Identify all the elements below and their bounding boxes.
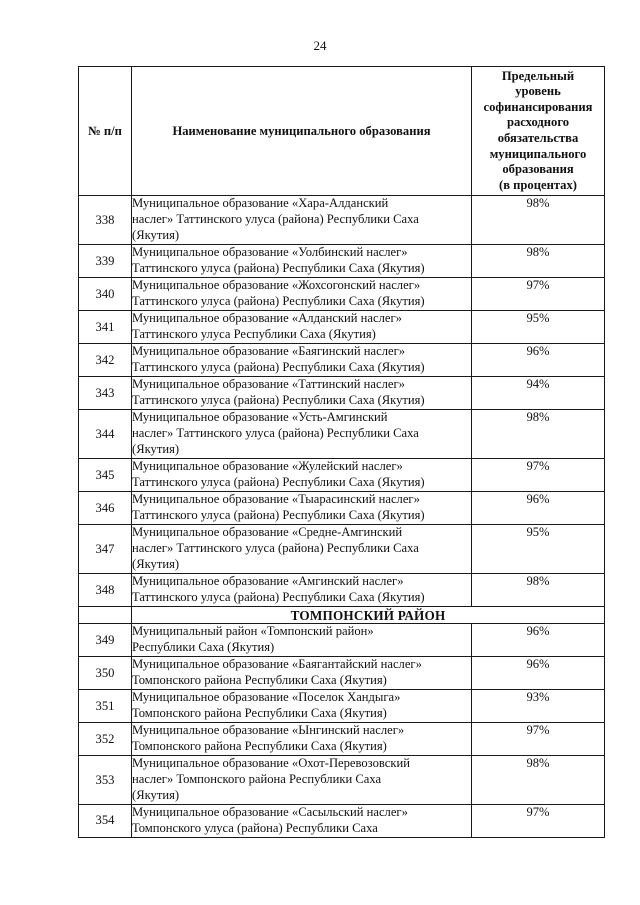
row-number: 348 — [79, 574, 132, 607]
municipality-name-line: Томпонского района Республики Саха (Якутия) — [132, 672, 387, 687]
cofinancing-percent: 96% — [472, 344, 605, 377]
row-number: 346 — [79, 492, 132, 525]
municipality-name-line: наслег» Таттинского улуса (района) Республики Саха — [132, 540, 419, 555]
header-percent — [472, 67, 605, 196]
cofinancing-percent: 96% — [472, 624, 605, 657]
municipality-name-line: Муниципальное образование «Таттинский наслег» — [132, 377, 405, 391]
municipality-name-line: наслег» Таттинского улуса (района) Республики Саха — [132, 425, 419, 440]
municipality-name — [132, 344, 472, 377]
municipality-name — [132, 805, 472, 838]
row-number: 339 — [79, 245, 132, 278]
cofinancing-percent: 95% — [472, 525, 605, 574]
cofinancing-percent: 97% — [472, 459, 605, 492]
header-percent-line: уровень — [515, 84, 561, 99]
municipality-name-line: (Якутия) — [132, 556, 180, 571]
municipality-name — [132, 245, 472, 278]
municipality-name — [132, 377, 472, 410]
municipality-name-line: Муниципальное образование «Баягинский наслег» — [132, 344, 406, 358]
header-percent-line: Предельный — [501, 68, 575, 83]
table-row — [79, 525, 605, 574]
cofinancing-percent: 93% — [472, 690, 605, 723]
municipality-name-line: Муниципальное образование «Жулейский наслег» — [132, 459, 403, 473]
header-percent-line: софинансирования — [483, 99, 593, 114]
municipality-name-line: Муниципальное образование «Хара-Алданский — [132, 196, 389, 210]
municipality-name-line: (Якутия) — [132, 227, 180, 242]
municipal-table — [78, 66, 605, 838]
municipality-name-line: Томпонского района Республики Саха (Якутия) — [132, 705, 387, 720]
table-row — [79, 377, 605, 410]
municipality-name-line: Муниципальное образование «Тыарасинский наслег» — [132, 492, 420, 506]
municipality-name — [132, 525, 472, 574]
header-name: Наименование муниципального образования — [132, 67, 472, 196]
table-row — [79, 492, 605, 525]
section-title: ТОМПОНСКИЙ РАЙОН — [132, 607, 605, 624]
row-number: 343 — [79, 377, 132, 410]
cofinancing-percent: 98% — [472, 410, 605, 459]
municipality-name-line: Таттинского улуса (района) Республики Саха (Якутия) — [132, 293, 425, 308]
cofinancing-percent: 98% — [472, 756, 605, 805]
section-num-empty — [79, 607, 132, 624]
page-number: 24 — [313, 38, 327, 53]
cofinancing-percent: 97% — [472, 278, 605, 311]
cofinancing-percent: 94% — [472, 377, 605, 410]
table-row — [79, 344, 605, 377]
municipality-name-line: Таттинского улуса (района) Республики Саха (Якутия) — [132, 474, 425, 489]
municipality-name — [132, 624, 472, 657]
municipality-name-line: Томпонского улуса (района) Республики Саха — [132, 820, 378, 835]
municipality-name-line: Муниципальное образование «Ынгинский наслег» — [132, 723, 405, 737]
municipality-name — [132, 492, 472, 525]
cofinancing-percent: 96% — [472, 492, 605, 525]
municipality-name-line: Томпонского района Республики Саха (Якутия) — [132, 738, 387, 753]
table-body — [79, 196, 605, 838]
row-number: 353 — [79, 756, 132, 805]
municipality-name — [132, 723, 472, 756]
cofinancing-percent: 98% — [472, 245, 605, 278]
municipality-name — [132, 574, 472, 607]
table-row — [79, 690, 605, 723]
municipality-name-line: Муниципальное образование «Охот-Перевозовский — [132, 756, 410, 770]
municipality-name-line: (Якутия) — [132, 787, 180, 802]
municipality-name-line: Муниципальное образование «Сасыльский наслег» — [132, 805, 408, 819]
cofinancing-percent: 98% — [472, 196, 605, 245]
table-row — [79, 657, 605, 690]
row-number: 352 — [79, 723, 132, 756]
municipality-name — [132, 459, 472, 492]
row-number: 344 — [79, 410, 132, 459]
row-number: 342 — [79, 344, 132, 377]
row-number: 349 — [79, 624, 132, 657]
municipality-name-line: Таттинского улуса (района) Республики Саха (Якутия) — [132, 392, 425, 407]
municipality-name — [132, 410, 472, 459]
municipality-name-line: Муниципальное образование «Средне-Амгинский — [132, 525, 403, 539]
row-number: 347 — [79, 525, 132, 574]
table-row — [79, 459, 605, 492]
table-row — [79, 723, 605, 756]
row-number: 340 — [79, 278, 132, 311]
row-number: 354 — [79, 805, 132, 838]
municipality-name-line: Муниципальное образование «Жохсогонский наслег» — [132, 278, 421, 292]
table-row — [79, 410, 605, 459]
cofinancing-percent: 97% — [472, 723, 605, 756]
header-percent-line: расходного — [506, 115, 570, 130]
municipality-name — [132, 311, 472, 344]
cofinancing-percent: 96% — [472, 657, 605, 690]
municipality-name — [132, 657, 472, 690]
header-percent-line: образования — [502, 162, 574, 177]
municipality-name-line: Муниципальное образование «Баягантайский наслег» — [132, 657, 422, 671]
table-row — [79, 245, 605, 278]
table-row — [79, 574, 605, 607]
row-number: 350 — [79, 657, 132, 690]
municipality-name-line: Муниципальное образование «Алданский наслег» — [132, 311, 402, 325]
municipality-name-line: Муниципальное образование «Поселок Хандыга» — [132, 690, 401, 704]
cofinancing-percent: 98% — [472, 574, 605, 607]
header-num: № п/п — [79, 67, 132, 196]
municipality-name-line: наслег» Таттинского улуса (района) Республики Саха — [132, 211, 419, 226]
municipality-name-line: Муниципальное образование «Уолбинский наслег» — [132, 245, 408, 259]
municipality-name-line: Таттинского улуса (района) Республики Саха (Якутия) — [132, 260, 425, 275]
cofinancing-percent: 95% — [472, 311, 605, 344]
table-row — [79, 311, 605, 344]
header-percent-line: обязательства — [497, 131, 579, 145]
municipality-name-line: Муниципальное образование «Усть-Амгинский — [132, 410, 388, 424]
table-row — [79, 624, 605, 657]
table-row — [79, 196, 605, 245]
municipality-name-line: Таттинского улуса Республики Саха (Якутия) — [132, 326, 376, 341]
row-number: 338 — [79, 196, 132, 245]
municipality-name — [132, 196, 472, 245]
municipality-name-line: Муниципальный район «Томпонский район» — [132, 624, 374, 638]
table-row — [79, 756, 605, 805]
row-number: 341 — [79, 311, 132, 344]
municipality-name-line: (Якутия) — [132, 441, 180, 456]
municipality-name-line: Таттинского улуса (района) Республики Саха (Якутия) — [132, 507, 425, 522]
table-header-row — [79, 67, 605, 196]
header-percent-line: (в процентах) — [499, 177, 577, 192]
section-row — [79, 607, 605, 624]
municipality-name — [132, 756, 472, 805]
municipality-name-line: наслег» Томпонского района Республики Саха — [132, 771, 382, 786]
header-percent-line: муниципального — [489, 146, 587, 161]
municipality-name-line: Таттинского улуса (района) Республики Саха (Якутия) — [132, 359, 425, 374]
municipality-name-line: Таттинского улуса (района) Республики Саха (Якутия) — [132, 589, 425, 604]
row-number: 351 — [79, 690, 132, 723]
row-number: 345 — [79, 459, 132, 492]
table-row — [79, 805, 605, 838]
municipality-name — [132, 278, 472, 311]
municipality-name-line: Муниципальное образование «Амгинский наслег» — [132, 574, 404, 588]
cofinancing-percent: 97% — [472, 805, 605, 838]
municipality-name-line: Республики Саха (Якутия) — [132, 639, 275, 654]
municipality-name — [132, 690, 472, 723]
table-row — [79, 278, 605, 311]
